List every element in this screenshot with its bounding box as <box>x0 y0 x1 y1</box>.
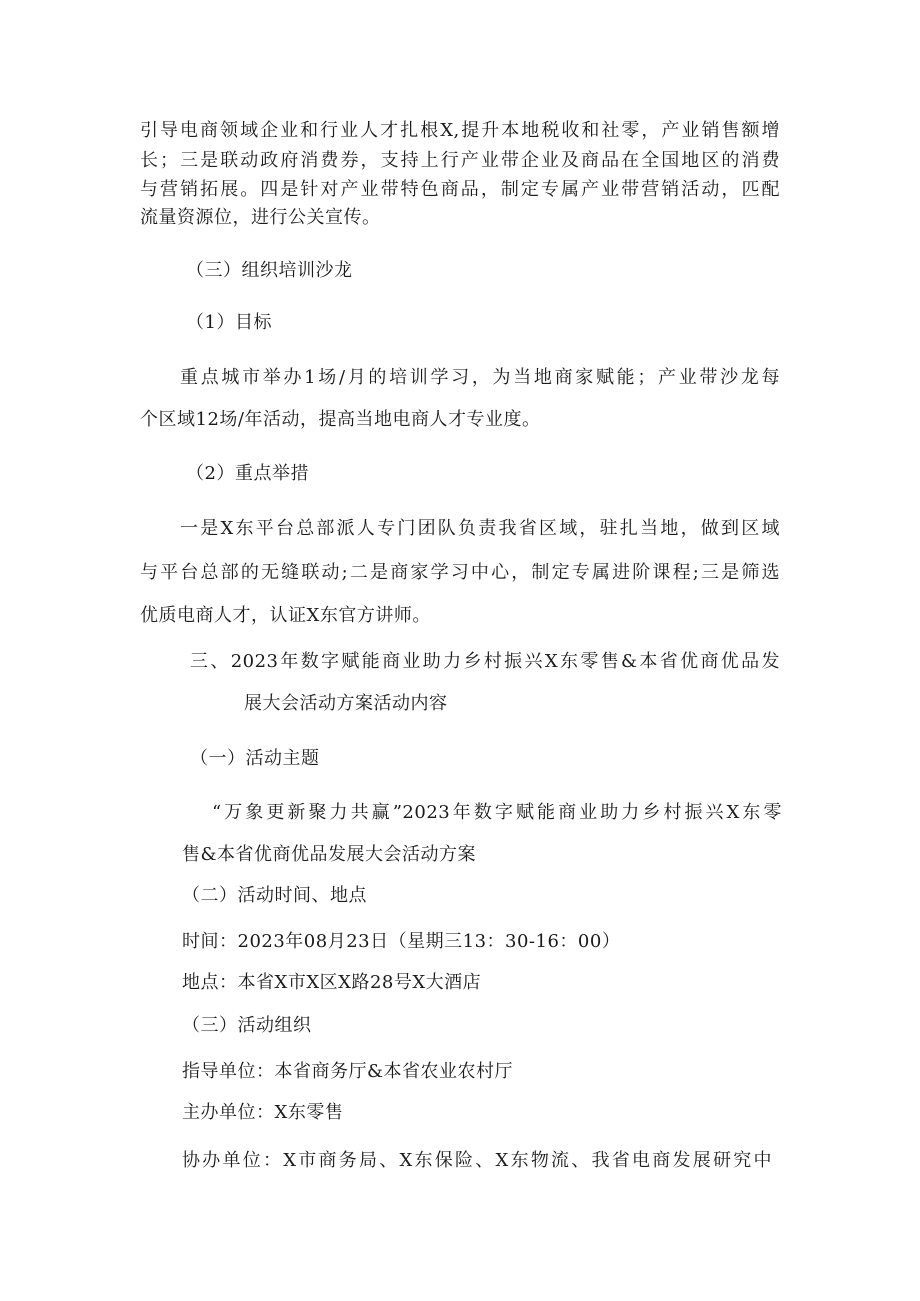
paragraph-line: “万象更新聚力共赢”2023年数字赋能商业助力乡村振兴X东零 <box>212 802 782 823</box>
section-heading: （三）组织培训沙龙 <box>186 260 353 281</box>
sub-heading: （1）目标 <box>186 312 272 333</box>
paragraph-line: 个区域12场/年活动，提高当地电商人才专业度。 <box>140 409 541 430</box>
event-location: 地点：本省X市X区X路28号X大酒店 <box>182 972 482 993</box>
guiding-unit: 指导单位：本省商务厅&本省农业农村厅 <box>182 1061 514 1082</box>
section-heading: （一）活动主题 <box>190 748 320 769</box>
co-organizer-unit: 协办单位：X市商务局、X东保险、X东物流、我省电商发展研究中 <box>182 1150 772 1171</box>
paragraph-line: 与营销拓展。四是针对产业带特色商品，制定专属产业带营销活动，匹配 <box>140 179 780 200</box>
host-unit: 主办单位：X东零售 <box>182 1102 344 1123</box>
paragraph-line: 重点城市举办1场/月的培训学习，为当地商家赋能；产业带沙龙每 <box>180 367 780 388</box>
section-heading: （三）活动组织 <box>182 1015 312 1036</box>
paragraph-line: 流量资源位，进行公关宣传。 <box>140 207 381 228</box>
sub-heading: （2）重点举措 <box>186 463 309 484</box>
chapter-heading: 展大会活动方案活动内容 <box>244 693 448 714</box>
section-heading: （二）活动时间、地点 <box>182 885 367 906</box>
paragraph-line: 长；三是联动政府消费券，支持上行产业带企业及商品在全国地区的消费 <box>140 150 780 171</box>
paragraph-line: 与平台总部的无缝联动;二是商家学习中心，制定专属进阶课程;三是筛选 <box>140 562 780 583</box>
event-time: 时间：2023年08月23日（星期三13：30-16：00） <box>182 931 621 952</box>
paragraph-line: 优质电商人才，认证X东官方讲师。 <box>140 605 431 626</box>
chapter-heading: 三、2023年数字赋能商业助力乡村振兴X东零售&本省优商优品发 <box>190 651 780 672</box>
paragraph-line: 引导电商领域企业和行业人才扎根X,提升本地税收和社零，产业销售额增 <box>140 120 780 141</box>
paragraph-line: 售&本省优商优品发展大会活动方案 <box>182 844 477 865</box>
paragraph-line: 一是X东平台总部派人专门团队负责我省区域，驻扎当地，做到区域 <box>180 518 780 539</box>
